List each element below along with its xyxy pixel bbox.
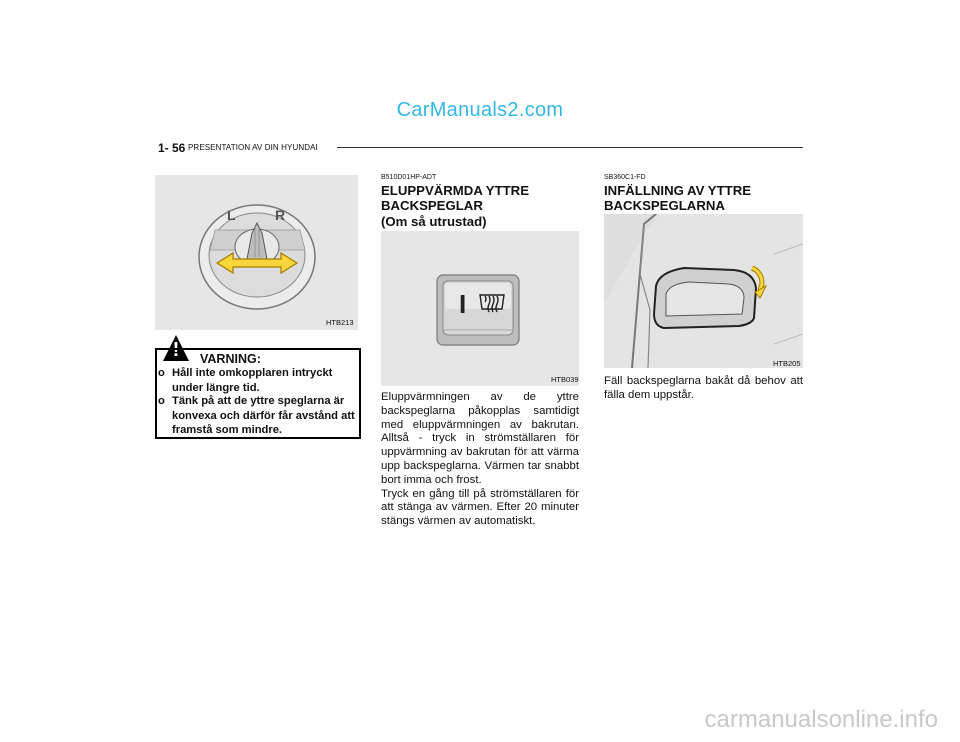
warning-item [158, 394, 358, 438]
switch-left-letter: L [227, 207, 236, 223]
heading-line: INFÄLLNING AV YTTRE [604, 183, 752, 198]
body-paragraph: Tryck en gång till på strömställaren för att stänga av värmen. Efter 20 minuter stängs värmen av automatiskt. [381, 487, 579, 528]
section-heading [381, 183, 581, 229]
switch-right-letter: R [275, 207, 286, 223]
section-code: B510D01HP-ADT [381, 174, 437, 181]
section-heading [604, 183, 804, 214]
section-body [381, 391, 579, 529]
page-number: 1- 56 [158, 141, 186, 155]
heading-line: ELUPPVÄRMDA YTTRE [381, 183, 530, 198]
watermark-bottom: carmanualsonline.info [704, 706, 938, 733]
warning-bullet: o [158, 395, 165, 407]
mirror-fold-figure [604, 214, 803, 368]
body-paragraph: Fäll backspeglarna bakåt då behov att fälla dem uppstår. [604, 375, 803, 401]
section-title: PRESENTATION AV DIN HYUNDAI [188, 143, 318, 152]
folding-mirror-illustration [604, 214, 803, 368]
mirror-switch-figure [155, 175, 358, 330]
warning-exclamation: ! [172, 339, 180, 361]
defroster-figure [381, 231, 579, 386]
mirror-switch-illustration [155, 175, 358, 330]
warning-item-text: Håll inte omkopplaren intryckt under längre tid. [172, 367, 333, 394]
warning-item-text: Tänk på att de yttre speglarna är konvexa och därför får avstånd att framstå som mindre. [172, 395, 355, 436]
heading-line: (Om så utrustad) [381, 213, 487, 229]
figure-label-defroster: HTB039 [551, 375, 579, 384]
watermark-top: CarManuals2.com [396, 99, 564, 121]
defroster-indicator-symbol: I [459, 289, 467, 319]
header-rule [337, 147, 803, 148]
warning-bullet: o [158, 367, 165, 379]
warning-title: VARNING: [200, 352, 261, 366]
heading-line: BACKSPEGLAR [381, 198, 483, 214]
body-paragraph: Eluppvärmningen av de yttre backspeglarna påkopplas samtidigt med eluppvärmningen av bakrutan. Alltså - tryck in strömställaren för uppvärmning av bakrutan för att värma upp backspeglarna. Värmen tar snabbt bort imma och frost. [381, 391, 579, 486]
defroster-button-illustration [381, 231, 579, 386]
figure-label-switch: HTB213 [326, 318, 354, 327]
heading-line: BACKSPEGLARNA [604, 198, 725, 214]
warning-item [158, 366, 358, 395]
section-code: SB360C1-FD [604, 174, 646, 181]
section-body [604, 375, 803, 403]
figure-label-mirror: HTB205 [773, 359, 801, 368]
